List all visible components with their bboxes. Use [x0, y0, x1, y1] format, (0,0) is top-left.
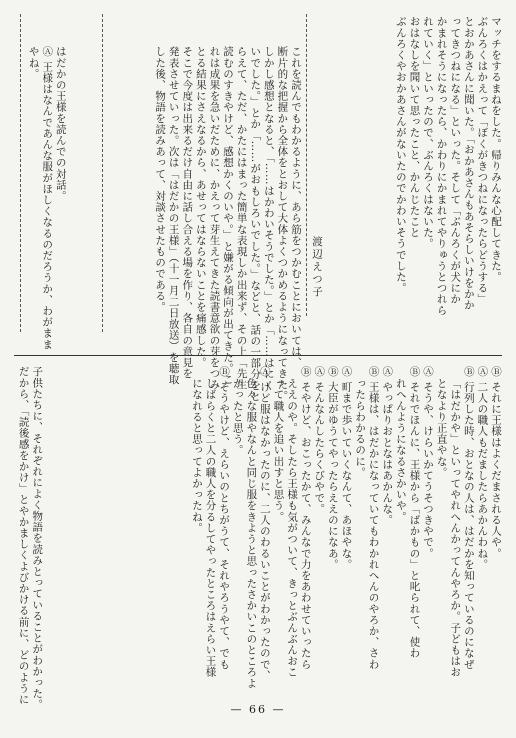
essay-line: した後、物語を読みあって、対談させたものである。	[154, 46, 167, 313]
dialogue-line: Ⓑ それに王様はよくだまされる人や。	[490, 366, 502, 559]
essay-line: しかし感想となると、「……はかわいそうでした。」とか「……はにく	[262, 46, 275, 391]
essay-line: とる結果にさえなるから、あせってはならないことを痛感した。	[194, 46, 207, 368]
dialogue-line: しばらくと二人の職人を分るしてやったところはえらい王様	[204, 366, 217, 678]
dialogue-line: Ⓑ 王様は、はだかになっていてもわかれへんのやろか、さわ	[367, 366, 380, 670]
dialogue-line: Ⓑ そやけど、おこったかて、みんなで力をあわせていったら	[299, 366, 312, 670]
closing-line: 子供たちに、それぞれによく物語を読みとっていることがわかった。	[31, 366, 44, 711]
dialogue-line: ええのや。そしたら王様も気がついて、きっとぶんぶんおこ	[286, 366, 299, 678]
dialogue-line: Ⓑ 行列した時、おとなの人は、はだかを知っているのになぜ	[462, 366, 475, 670]
quote-text	[26, 46, 67, 350]
section-divider	[14, 355, 502, 356]
poem-line: ってきつねになる」といった。そして「ぶんろくが犬にか	[449, 16, 462, 305]
quote-border-left	[20, 14, 21, 332]
essay-line: れは成果を急いだために、かえって芽生えてきた読書意欲の芽をつみ	[208, 46, 221, 391]
dialogue-line: Ⓐ 町まで歩いていくなんて、あほやな。	[340, 366, 353, 570]
dialogue-line: って職人を追い出すと思う。	[272, 366, 285, 523]
dialogue-line: Ⓑ それでほんに、王様から「ばかもの」と叱られて、使わ	[408, 366, 421, 659]
dialogue-text	[189, 366, 502, 688]
poem-line: とおかあさんに聞いた。「おかあさんもあそらしいけをかか	[462, 16, 475, 311]
essay-text	[152, 46, 302, 402]
poem-line: かまれそうになったら、かわりにかまれてやりゅうとつれら	[435, 16, 448, 316]
essay-line: 読むのすきやけど、感想かくのいや。」と嫌がる傾向が出てきた。こ	[222, 46, 235, 385]
quote-line: はだかの王様を読んでの対話。	[54, 46, 67, 202]
essay-line: いでした。」とか「……がおもしろいでした。」などと、話の一部分をと	[249, 46, 262, 402]
dialogue-line: 色々な服やなんと同じ服をきようと思ったさかいこのところよ	[245, 366, 258, 689]
dialogue-line: Ⓐ そうや、けらいかてうそつきやで。	[422, 366, 435, 559]
dialogue-line: Ⓐ 二人の職人もだましたらあかんわね。	[476, 366, 489, 570]
poem-line: おはなしを聞いて思ったこと、かんじたこと	[408, 16, 421, 238]
essay-line: そこで今度は出来るだけ自由に話し合える場を作り、各自の意見を	[181, 46, 194, 379]
poem-text	[393, 16, 502, 316]
essay-line: 断片的な把握から全体をとおして大体よくつかめるようになってきた。	[276, 46, 289, 402]
dialogue-line: Ⓐ やっぱりおとなはあかんな。	[381, 366, 394, 526]
dialogue-line: かったと思う。	[231, 366, 244, 456]
dialogue-line: れへんようになるさかいや。	[394, 366, 407, 523]
dialogue-line: Ⓑ 大臣がゆうてやったらええのになあ。	[326, 366, 339, 570]
quote-border-right	[102, 14, 103, 332]
dialogue-line: になれると思ってよかったね。	[190, 366, 203, 534]
closing-line: だから、「読後感をかけ」とやかましくよびかける前に、どのように	[17, 366, 30, 705]
poem-author: 渡辺えつ子	[311, 236, 323, 299]
page-number: — 66 —	[230, 703, 286, 716]
essay-line: これを読んでもわかるように、あら筋をつかむことにおいては、	[290, 46, 302, 368]
dialogue-line: 「はだかや」といってやれへんかってんやろか。子どもはお	[449, 366, 462, 678]
quote-line: Ⓐ 王様はなんであんな服がほしくなるのだろうか、わがまま	[41, 46, 54, 350]
quote-line: やね。	[27, 46, 40, 80]
poem-line: れていく」といったので、ぶんろくはないた。	[422, 16, 435, 250]
dialogue-line: Ⓑ そうやけど、えらいのとちがうて、それやろうやて、でも	[218, 366, 231, 670]
closing-text	[16, 366, 44, 711]
essay-line: らえて、ただ、かたにはまった簡単な表現しか出来ず、その上「先生	[235, 46, 248, 391]
poem-line: ぶんろくはかえって「ぼくがきつねになったらどうする」	[476, 16, 489, 305]
essay-line: 発表させていった。次は「はだかの王様」（十一月二日放送）を聴取	[167, 46, 180, 385]
dialogue-line: Ⓐ そんなんしたらくびやで。	[313, 366, 326, 515]
dialogue-line: となより正直やな。	[435, 366, 448, 478]
dialogue-line: Ⓐ けど服はなかったのに、二人のわるいことがわかったので、	[258, 366, 271, 681]
poem-line: マッチをするまねをした。帰りみんな心配してきた。	[490, 16, 502, 283]
poem-line: ぶんろくやおかあさんがないたのでかわいそうでした。	[394, 16, 407, 294]
dialogue-line: ったらわかるのに。	[354, 366, 367, 478]
